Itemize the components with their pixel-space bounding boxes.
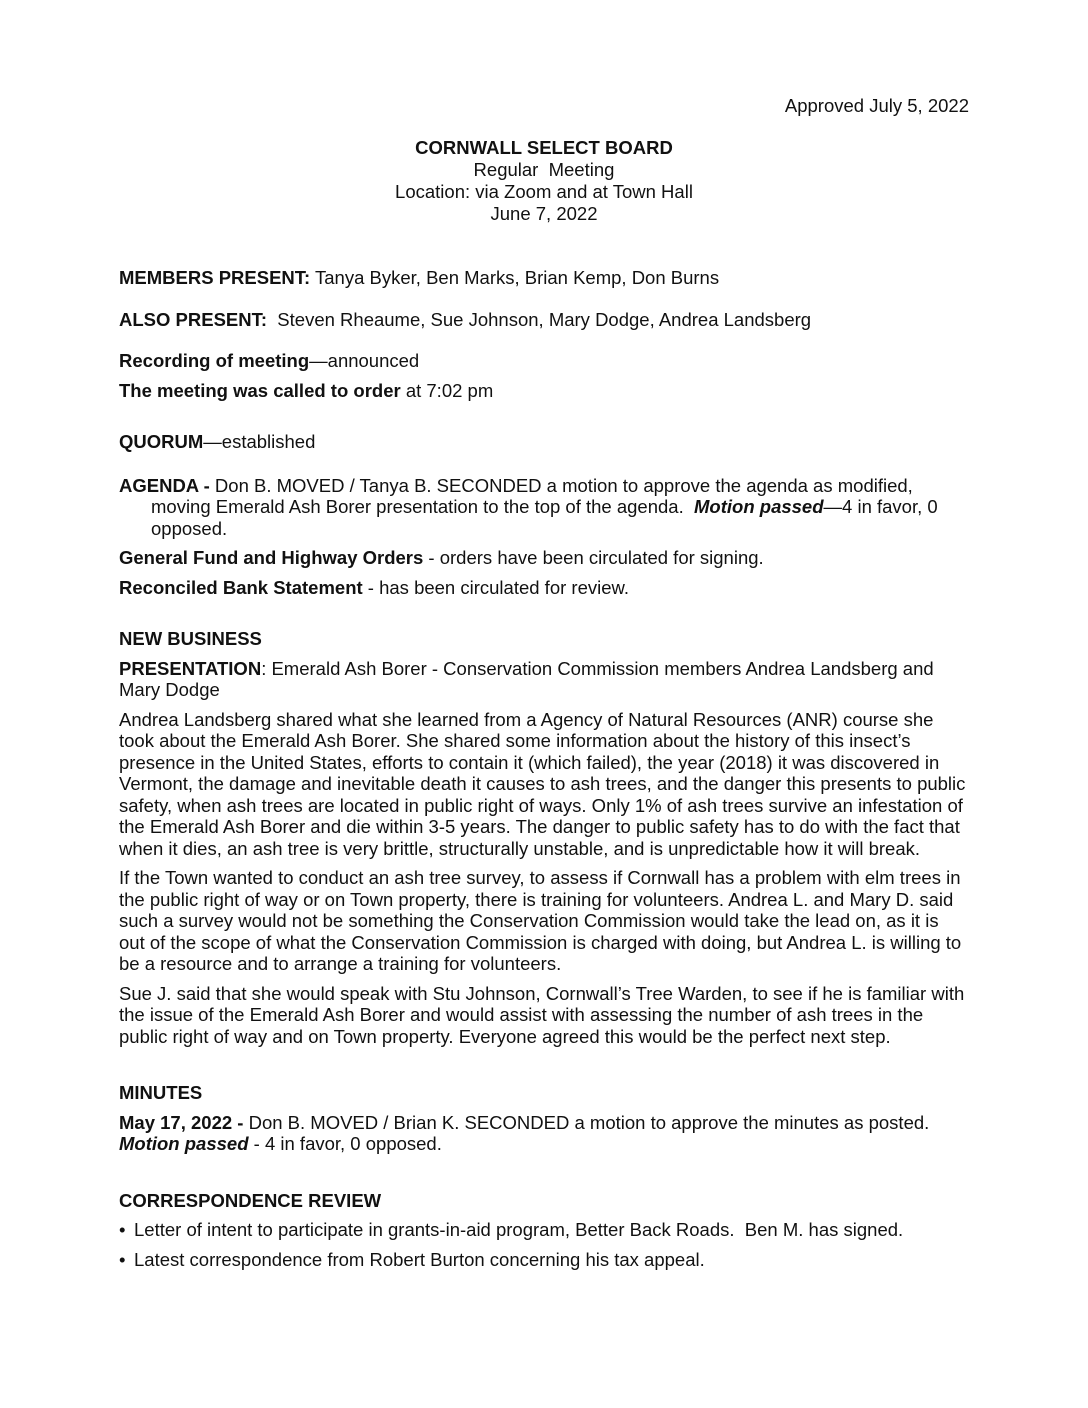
board-title: CORNWALL SELECT BOARD: [415, 137, 673, 158]
agenda-result: —4 in favor, 0 opposed.: [151, 496, 943, 539]
agenda-label: AGENDA -: [119, 474, 210, 496]
members-present: [119, 267, 969, 289]
called-label: The meeting was called to order: [119, 379, 401, 401]
meeting-type: Regular Meeting: [473, 159, 615, 180]
recording-label: Recording of meeting: [119, 350, 310, 371]
presentation-label: PRESENTATION: [119, 657, 262, 679]
minutes-heading: MINUTES: [119, 1082, 203, 1103]
bank-text: - has been circulated for review.: [362, 576, 629, 598]
correspondence-item: Letter of intent to participate in grants-in-aid program, Better Back Roads. Ben M. has signed.: [134, 1219, 904, 1240]
agenda-motion: Motion passed: [694, 496, 824, 517]
list-item: [119, 1249, 969, 1271]
new-business-heading: NEW BUSINESS: [119, 628, 262, 649]
presentation: [119, 658, 969, 701]
meeting-date: June 7, 2022: [490, 203, 598, 224]
minutes-date-label: May 17, 2022 -: [119, 1111, 244, 1133]
approval-note: Approved July 5, 2022: [784, 95, 969, 116]
also-present: [119, 309, 969, 331]
members-list: Tanya Byker, Ben Marks, Brian Kemp, Don Burns: [310, 267, 720, 288]
general-fund-text: - orders have been circulated for signing.: [423, 547, 764, 568]
recording-text: —announced: [309, 350, 420, 371]
also-label: ALSO PRESENT:: [119, 308, 268, 330]
minutes-text: Don B. MOVED / Brian K. SECONDED a motion to approve the minutes as posted.: [243, 1111, 940, 1133]
also-list: Steven Rheaume, Sue Johnson, Mary Dodge, Andrea Landsberg: [267, 308, 812, 330]
bank-label: Reconciled Bank Statement: [119, 576, 363, 598]
recording-note: [119, 350, 969, 372]
presentation-text: : Emerald Ash Borer - Conservation Commission members Andrea Landsberg and Mary Dodge: [119, 657, 934, 700]
document-header: [0, 137, 1088, 225]
new-business-paragraph-1: Andrea Landsberg shared what she learned from a Agency of Natural Resources (ANR) course she took about the Emerald Ash Borer. She shared some information about the history of this insect’s presence in the United States, efforts to contain it (which failed), the year (2018) it was discovered in Vermont, the damage and inevitable death it causes to ash trees, and the danger this presents to public safety, when ash trees are located in public right of ways. Only 1% of ash trees survive an infestation of the Emerald Ash Borer and die within 3-5 years. The danger to public safety has to do with the fact that when it dies, an ash tree is very brittle, structurally unstable, and is unpredictable how it will break.: [119, 708, 966, 859]
call-to-order: [119, 380, 969, 402]
general-fund: [119, 547, 969, 569]
agenda-item: [119, 475, 969, 540]
called-text: at 7:02 pm: [400, 379, 494, 401]
bullet-icon: •: [119, 1219, 126, 1240]
minutes-body: [119, 267, 969, 1270]
meeting-location: Location: via Zoom and at Town Hall: [395, 181, 693, 202]
minutes-motion: Motion passed: [119, 1133, 249, 1154]
quorum: [119, 431, 969, 453]
correspondence-heading: CORRESPONDENCE REVIEW: [119, 1189, 382, 1211]
bank-statement: [119, 577, 969, 599]
minutes-result: - 4 in favor, 0 opposed.: [248, 1133, 442, 1154]
new-business-paragraph-3: Sue J. said that she would speak with Stu Johnson, Cornwall’s Tree Warden, to see if he is familiar with the issue of the Emerald Ash Borer and would assist with assessing the number of ash trees in the public right of way and on Town property. Everyone agreed this would be the perfect next step.: [119, 982, 965, 1047]
new-business-paragraph-2: If the Town wanted to conduct an ash tree survey, to assess if Cornwall has a problem with elm trees in the public right of way or on Town property, there is training for volunteers. Andrea L. and Mary D. said such a survey would not be something the Conservation Commission would take the lead on, as it is out of the scope of what the Conservation Commission is charged with doing, but Andrea L. is willing to be a resource and to arrange a training for volunteers.: [119, 867, 962, 974]
quorum-label: QUORUM: [119, 431, 204, 452]
minutes-approval: [119, 1112, 969, 1155]
members-label: MEMBERS PRESENT:: [119, 267, 311, 288]
bullet-icon: •: [119, 1248, 126, 1270]
quorum-text: —established: [203, 431, 316, 452]
list-item: [119, 1219, 969, 1241]
general-fund-label: General Fund and Highway Orders: [119, 547, 424, 568]
correspondence-item: Latest correspondence from Robert Burton concerning his tax appeal.: [134, 1248, 705, 1270]
agenda-text: Don B. MOVED / Tanya B. SECONDED a motion to approve the agenda as modified, moving Emerald Ash Borer presentation to the top of the agenda.: [151, 474, 918, 517]
